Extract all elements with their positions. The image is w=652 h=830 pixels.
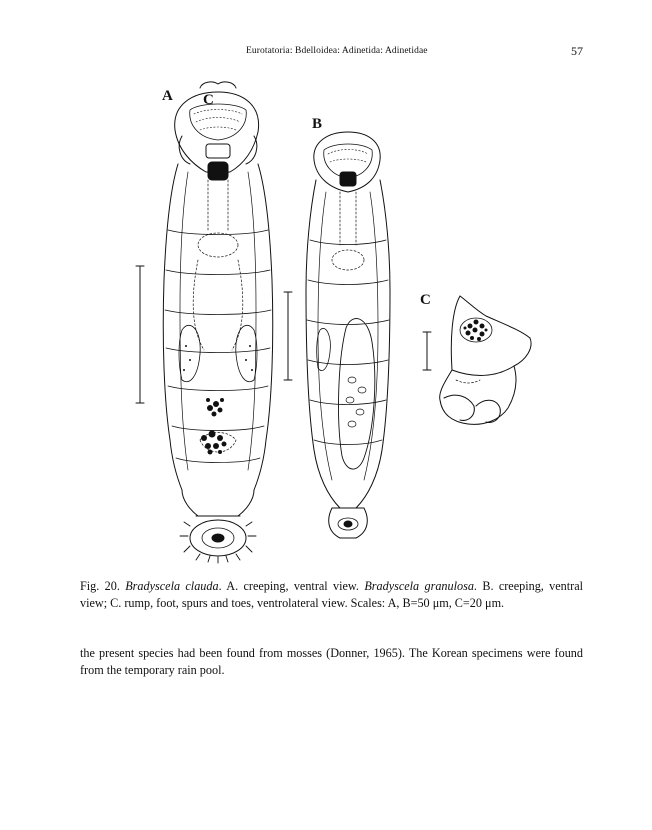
running-title: Eurotatoria: Bdelloidea: Adinetida: Adinetidae [246,46,428,56]
panel-label-a: A [162,88,173,104]
figure-20 [120,80,560,565]
panel-label-b: B [312,116,323,132]
caption-part-a: A. creeping, ventral view. [226,579,359,593]
panel-label-c: C [420,292,431,308]
scale-bar-c [423,332,431,370]
caption-fig-label: Fig. 20. [80,579,120,593]
page-number: 57 [571,44,583,58]
specimen-b-drawing [306,132,390,538]
caption-scales: Scales: A, B=50 μm, C=20 μm. [350,596,505,610]
scale-bar-a [136,266,144,403]
figure-caption: Fig. 20. Bradyscela clauda. A. creeping, ventral view. Bradyscela granulosa. B. creeping, ventral view; C. rump, foot, spurs and toes, ventrolateral view. Scales: A, B=50 μm, C=20 μm. [80,579,584,610]
caption-species-2: Bradyscela granulosa [364,579,474,593]
specimen-a-drawing [163,82,273,563]
caption-part-b: B. creeping, ventral view; C. rump, foot, spurs and toes, ventrolateral view. [80,579,584,610]
rotifer-illustrations [120,80,560,565]
scale-bar-b [284,292,292,380]
body-paragraph: the present species had been found from mosses (Donner, 1965). The Korean specimens were found from the temporary rain pool. [80,646,583,677]
panel-label-c-overlay: C [203,92,214,108]
specimen-c-drawing [440,296,531,424]
caption-species-1: Bradyscela clauda [125,579,219,593]
